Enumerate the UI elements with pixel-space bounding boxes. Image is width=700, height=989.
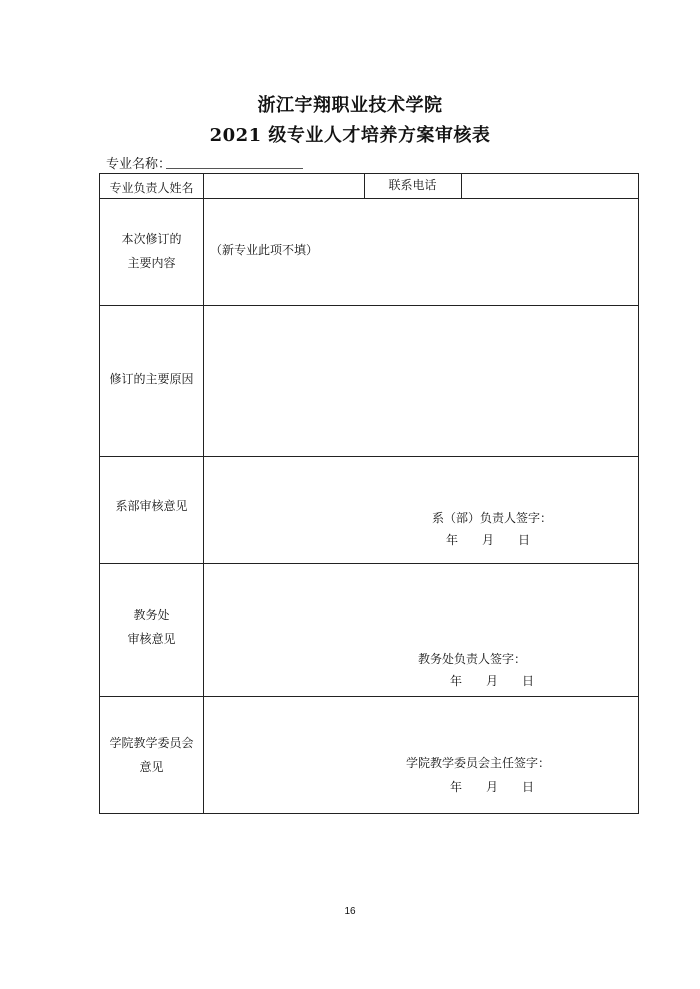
row-divider	[100, 563, 638, 564]
committee-date-label: 年 月 日	[450, 780, 535, 794]
row-divider	[100, 305, 638, 306]
phone-field[interactable]	[463, 174, 638, 197]
row-divider	[100, 456, 638, 457]
revision-reason-label: 修订的主要原因	[109, 372, 194, 386]
phone-label: 联系电话	[388, 178, 437, 192]
column-divider	[461, 174, 462, 198]
revision-content-note: （新专业此项不填）	[210, 243, 319, 257]
form-title: 2021 级专业人才培养方案审核表	[209, 125, 491, 146]
major-name-label: 专业名称：	[106, 157, 172, 172]
leader-name-field[interactable]	[205, 174, 363, 197]
dept-signature-label: 系（部）负责人签字：	[432, 511, 553, 525]
dept-opinion-label: 系部审核意见	[115, 499, 188, 513]
academic-opinion-label-line2: 审核意见	[127, 632, 176, 646]
school-name: 浙江宇翔职业技术学院	[257, 95, 443, 116]
academic-date-label: 年 月 日	[450, 674, 535, 688]
page-number: 16	[344, 906, 356, 917]
committee-signature-label: 学院教学委员会主任签字：	[406, 756, 551, 770]
row-divider	[100, 198, 638, 199]
academic-signature-label: 教务处负责人签字：	[418, 652, 527, 666]
column-divider	[203, 174, 204, 813]
major-name-field[interactable]	[166, 168, 303, 169]
review-table	[99, 173, 639, 814]
row-divider	[100, 696, 638, 697]
committee-opinion-label-line1: 学院教学委员会	[109, 736, 194, 750]
academic-opinion-label-line1: 教务处	[133, 608, 170, 622]
committee-opinion-label-line2: 意见	[139, 760, 164, 774]
leader-name-label: 专业负责人姓名	[109, 181, 194, 195]
revision-content-label-line2: 主要内容	[127, 256, 176, 270]
revision-content-label-line1: 本次修订的	[121, 232, 182, 246]
dept-date-label: 年 月 日	[446, 533, 531, 547]
